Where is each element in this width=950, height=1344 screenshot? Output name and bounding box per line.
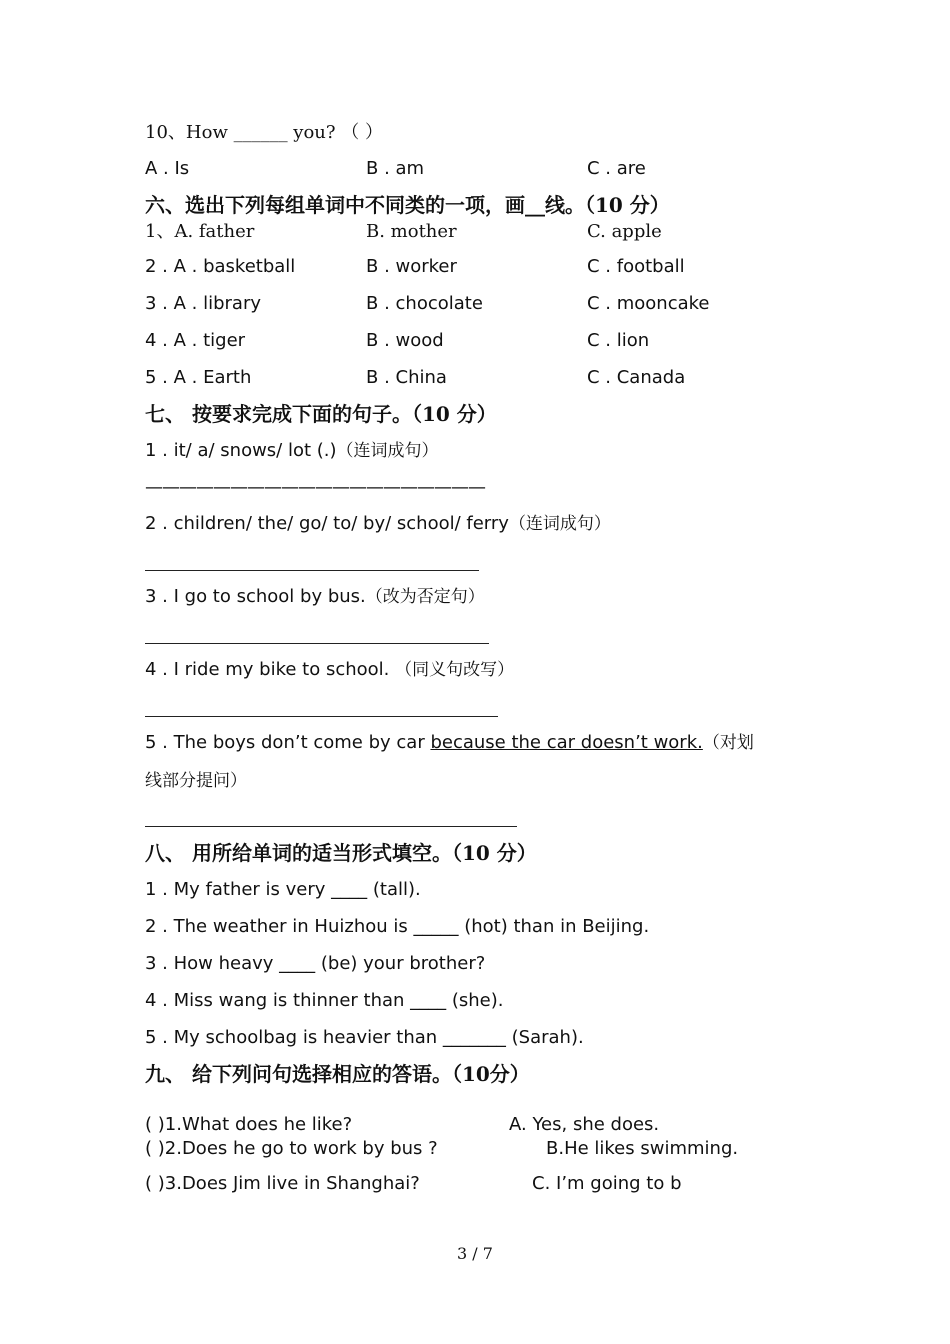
s6-row3-b: B . chocolate: [366, 293, 483, 314]
s6-row5-a: 5 . A . Earth: [145, 367, 252, 388]
s6-row4-a: 4 . A . tiger: [145, 330, 246, 351]
section7-heading: 七、 按要求完成下面的句子。（10 分）: [145, 402, 497, 426]
s6-row5-b: B . China: [366, 367, 447, 388]
q10-option-c: C . are: [587, 158, 646, 179]
s8-item1: 1 . My father is very ____ (tall).: [145, 879, 421, 900]
s7-item4-note: （同义句改写）: [395, 660, 515, 680]
s6-row1-c: C. apple: [587, 221, 662, 242]
s7-item3-answer-line: [145, 643, 489, 644]
s9-q1: ( )1.What does he like?: [145, 1114, 353, 1135]
s9-q2: ( )2.Does he go to work by bus ?: [145, 1138, 438, 1159]
s6-row1-b: B. mother: [366, 221, 457, 242]
s7-item4: [145, 659, 514, 681]
page-number: 3 / 7: [457, 1244, 493, 1263]
q10-option-b: B . am: [366, 158, 425, 179]
section6-heading: 六、选出下列每组单词中不同类的一项，画__线。（10 分）: [145, 193, 670, 217]
s7-item5-underlined: because the car doesn’t work.: [430, 732, 703, 753]
s9-a2: B.He likes swimming.: [546, 1138, 739, 1159]
s6-row2-c: C . football: [587, 256, 685, 277]
section9-heading: 九、 给下列问句选择相应的答语。（10分）: [145, 1062, 530, 1086]
s7-item1-answer-line: ————————————————————: [145, 477, 485, 498]
s7-item5-note-cont: 线部分提问）: [145, 771, 247, 791]
s7-item4-answer-line: [145, 716, 498, 717]
s6-row2-a: 2 . A . basketball: [145, 256, 296, 277]
s6-row3-a: 3 . A . library: [145, 293, 262, 314]
s6-row5-c: C . Canada: [587, 367, 686, 388]
s7-item3: [145, 586, 485, 608]
s9-a1: A. Yes, she does.: [509, 1114, 660, 1135]
s7-item3-note: （改为否定句）: [365, 587, 485, 607]
s7-item2: [145, 513, 611, 535]
s7-item2-answer-line: [145, 570, 479, 571]
s9-a3: C. I’m going to b: [532, 1173, 682, 1194]
s6-row4-b: B . wood: [366, 330, 444, 351]
s7-item5-note: （对划: [702, 733, 754, 753]
s7-item4-text: 4 . I ride my bike to school.: [145, 659, 396, 680]
s8-item3: 3 . How heavy ____ (be) your brother?: [145, 953, 486, 974]
s9-q3: ( )3.Does Jim live in Shanghai?: [145, 1173, 420, 1194]
s6-row2-b: B . worker: [366, 256, 457, 277]
s8-item4: 4 . Miss wang is thinner than ____ (she).: [145, 990, 504, 1011]
q10-stem: 10、How ______ you? （ ）: [145, 122, 383, 143]
s8-item2: 2 . The weather in Huizhou is _____ (hot) than in Beijing.: [145, 916, 650, 937]
s7-item5-answer-line: [145, 826, 517, 827]
s6-row1-a: 1、A. father: [145, 221, 255, 242]
section8-heading: 八、 用所给单词的适当形式填空。（10 分）: [145, 841, 537, 865]
s7-item1: [145, 440, 439, 462]
s7-item2-text: 2 . children/ the/ go/ to/ by/ school/ ferry: [145, 513, 509, 534]
s7-item5-text: 5 . The boys don’t come by car: [145, 732, 431, 753]
s7-item3-text: 3 . I go to school by bus.: [145, 586, 366, 607]
s7-item1-note: （连词成句）: [336, 441, 439, 461]
s6-row4-c: C . lion: [587, 330, 650, 351]
s7-item5: [145, 732, 754, 754]
s7-item2-note: （连词成句）: [508, 514, 611, 534]
q10-option-a: A . Is: [145, 158, 190, 179]
s6-row3-c: C . mooncake: [587, 293, 710, 314]
s7-item1-text: 1 . it/ a/ snows/ lot (.): [145, 440, 337, 461]
s8-item5: 5 . My schoolbag is heavier than _______ (Sarah).: [145, 1027, 584, 1048]
